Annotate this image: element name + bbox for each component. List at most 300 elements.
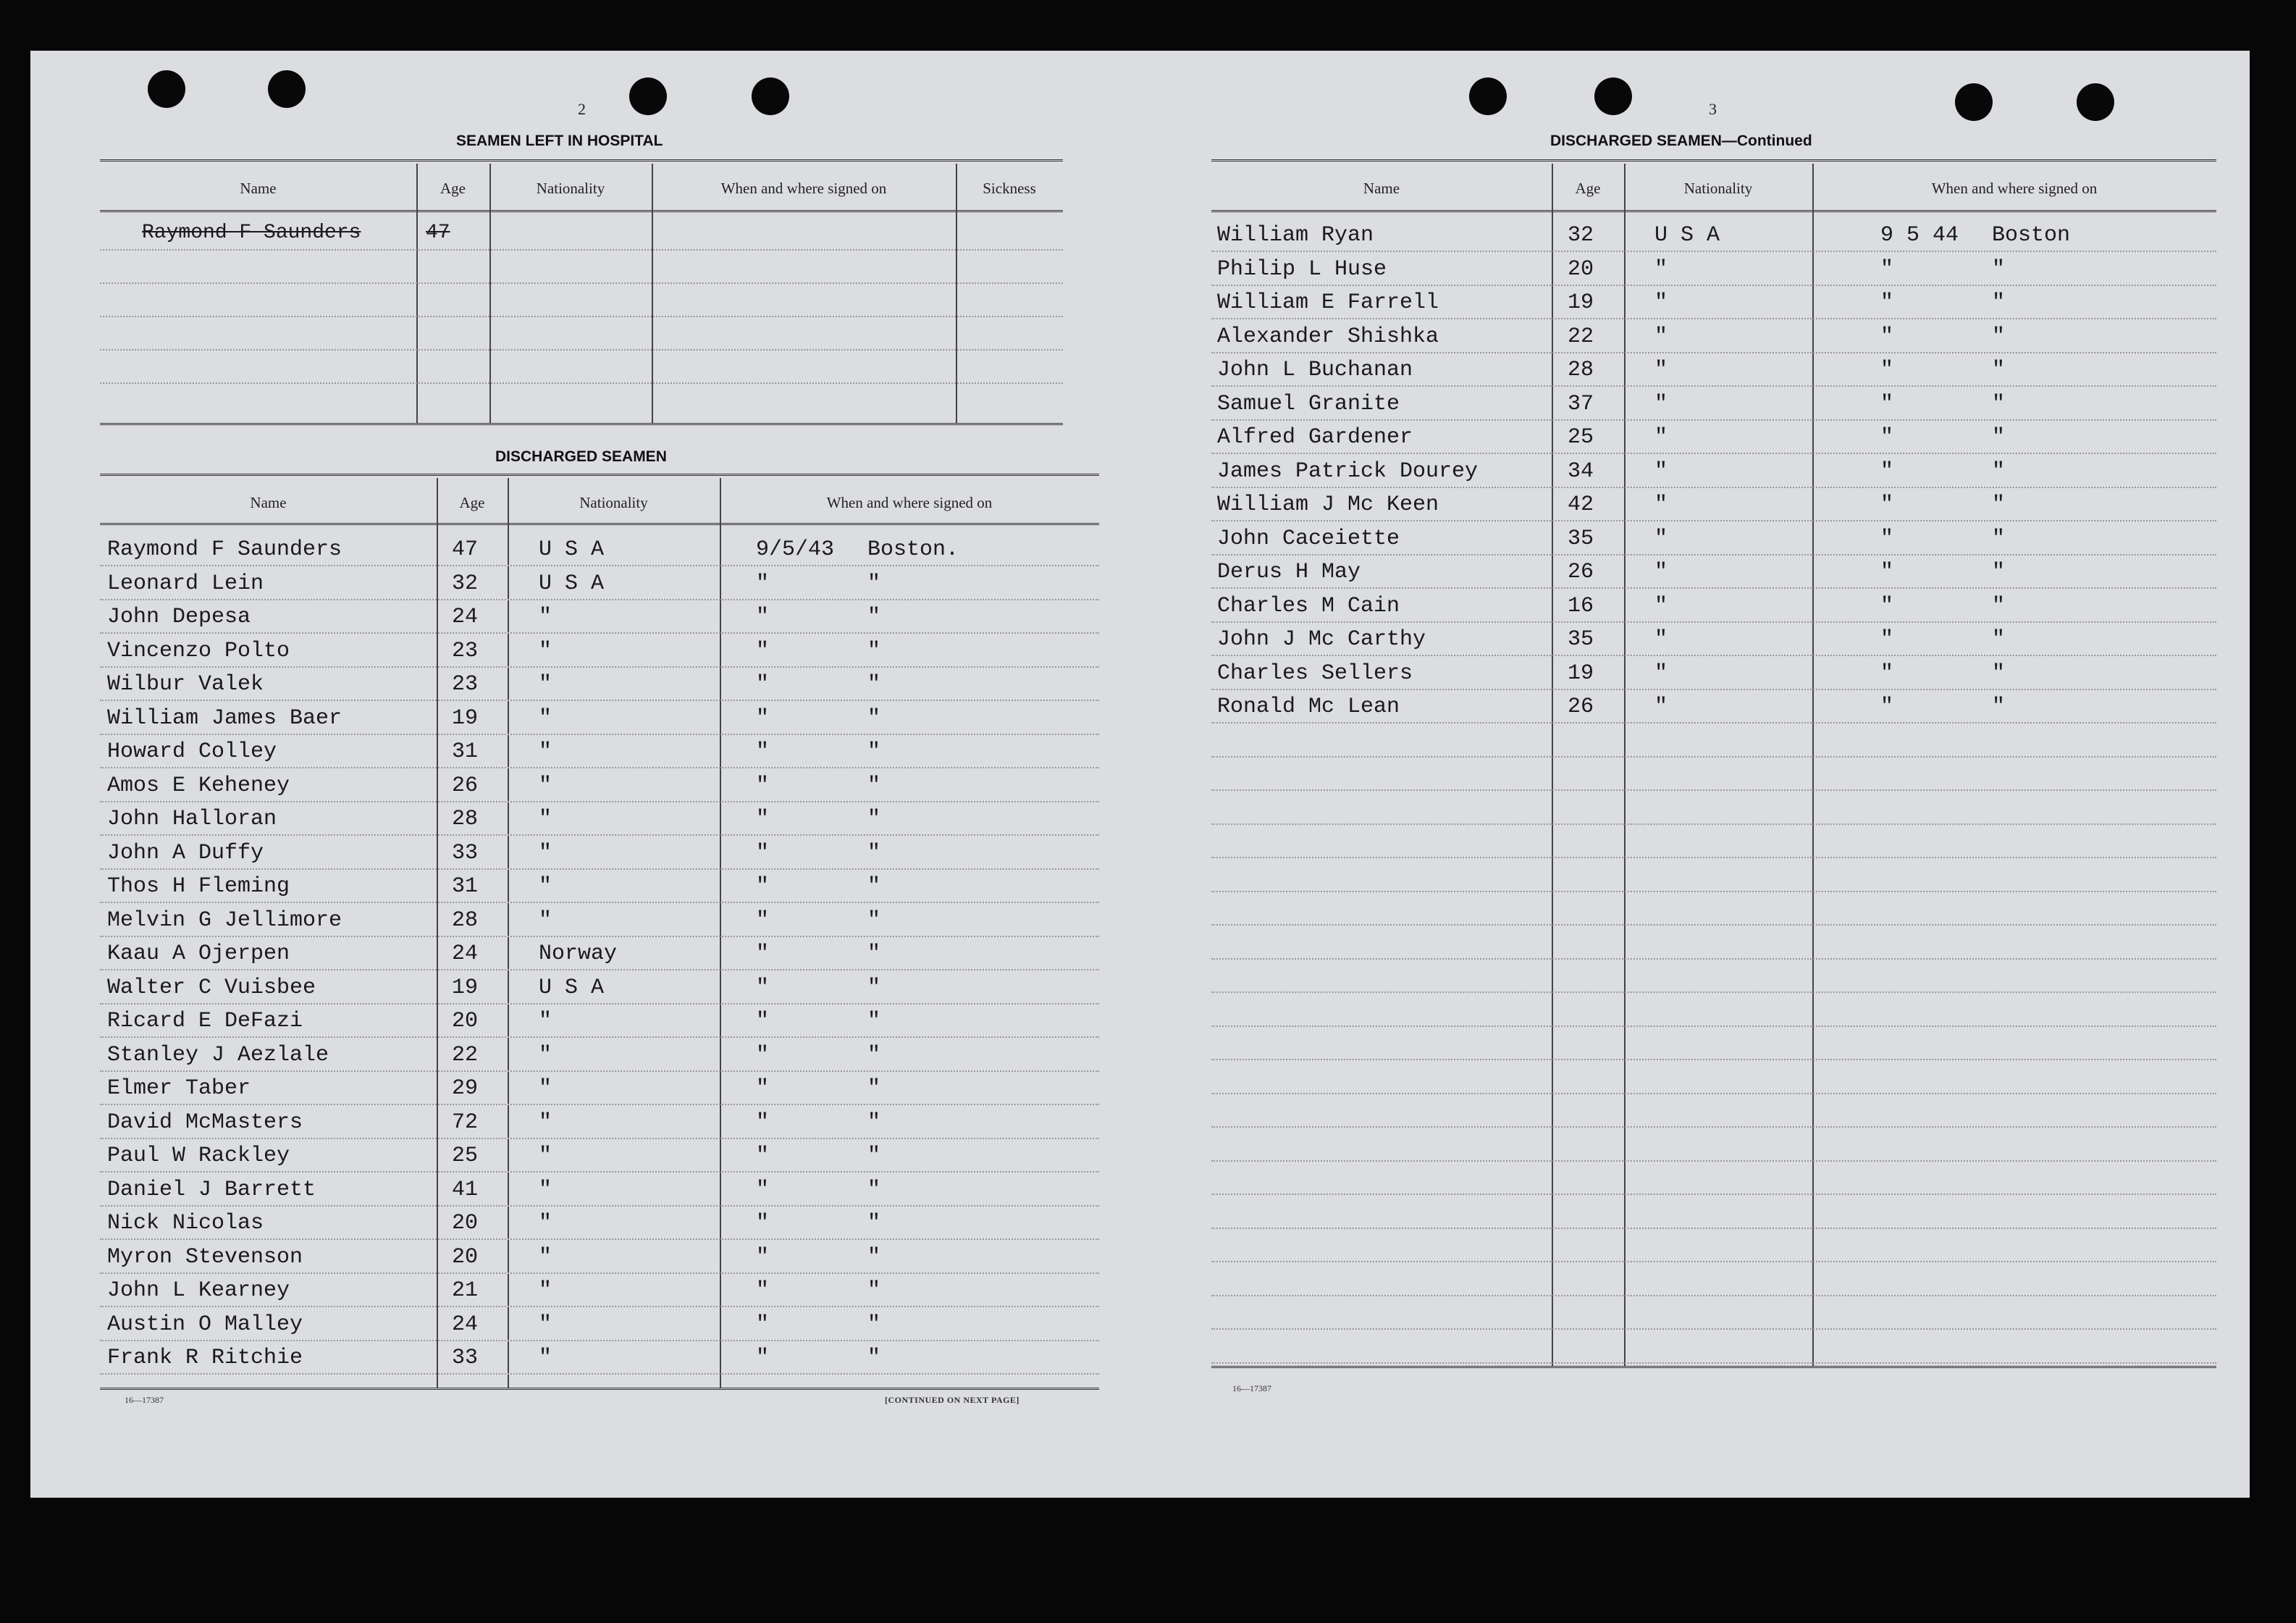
seaman-nationality: "	[539, 1110, 552, 1135]
seaman-name: John J Mc Carthy	[1217, 627, 1426, 652]
signed-on-date: "	[1880, 695, 1894, 719]
signed-on-date: "	[756, 1278, 770, 1303]
seaman-name: Daniel J Barrett	[107, 1177, 316, 1202]
signed-on-place: "	[1992, 290, 2006, 315]
signed-on-date: "	[756, 840, 770, 865]
hospital-age: 47	[426, 222, 450, 244]
table-row	[1211, 655, 2216, 690]
seaman-nationality: "	[539, 907, 552, 933]
table-row	[100, 282, 1063, 317]
title-continued: —Continued	[1721, 133, 1812, 149]
seaman-age: 24	[452, 605, 479, 629]
seaman-name: John Depesa	[107, 605, 251, 629]
signed-on-date: "	[756, 1346, 770, 1370]
table-row	[100, 1104, 1099, 1139]
signed-on-place: Boston.	[867, 537, 959, 562]
table-row	[100, 801, 1099, 836]
discharged-table-left	[100, 474, 1099, 1430]
column-header-nationality: Nationality	[536, 180, 605, 197]
seaman-age: 37	[1568, 391, 1594, 416]
table-row	[1211, 958, 2216, 993]
signed-on-date: "	[756, 1042, 770, 1068]
signed-on-date: "	[756, 1211, 770, 1236]
seaman-age: 72	[452, 1110, 479, 1135]
signed-on-place: "	[867, 1009, 881, 1033]
seaman-age: 24	[452, 1312, 479, 1337]
seaman-nationality: "	[1654, 660, 1668, 686]
discharged-section-title: DISCHARGED SEAMEN	[495, 448, 667, 465]
table-row	[100, 768, 1099, 802]
seaman-age: 23	[452, 638, 479, 663]
seaman-nationality: "	[539, 807, 552, 831]
hospital-table	[100, 159, 1063, 478]
signed-on-place: "	[867, 1177, 881, 1202]
punch-hole	[268, 70, 306, 108]
table-row	[100, 316, 1063, 351]
seaman-age: 35	[1568, 526, 1594, 551]
signed-on-place: "	[867, 705, 881, 731]
seaman-name: John Halloran	[107, 807, 277, 831]
signed-on-place: "	[867, 739, 881, 764]
seaman-name: William Ryan	[1217, 223, 1374, 248]
seaman-age: 33	[452, 840, 479, 865]
seaman-age: 28	[1568, 358, 1594, 382]
signed-on-date: "	[1880, 290, 1894, 315]
seaman-nationality: "	[539, 1144, 552, 1168]
seaman-name: John A Duffy	[107, 840, 264, 865]
table-row	[1211, 285, 2216, 319]
seaman-age: 42	[1568, 492, 1594, 517]
seaman-age: 28	[452, 807, 479, 831]
page-number-right: 3	[1709, 100, 1717, 118]
seaman-name: Alfred Gardener	[1217, 425, 1413, 450]
seaman-name: Frank R Ritchie	[107, 1346, 303, 1370]
signed-on-place: "	[1992, 425, 2006, 450]
signed-on-date: "	[1880, 358, 1894, 382]
seaman-nationality: "	[539, 1211, 552, 1236]
signed-on-date: "	[756, 571, 770, 596]
signed-on-place: "	[867, 975, 881, 1000]
signed-on-date: "	[756, 739, 770, 764]
seaman-nationality: "	[539, 1244, 552, 1270]
table-row	[100, 1003, 1099, 1038]
signed-on-date: "	[756, 773, 770, 798]
signed-on-place: Boston	[1992, 223, 2071, 248]
table-row	[100, 1070, 1099, 1105]
signed-on-place: "	[1992, 593, 2006, 618]
table-row	[100, 532, 1099, 566]
signed-on-date: "	[1880, 324, 1894, 349]
signed-on-place: "	[867, 672, 881, 697]
signed-on-place: "	[867, 1110, 881, 1135]
table-row	[100, 700, 1099, 735]
table-row	[100, 666, 1099, 701]
seaman-name: Elmer Taber	[107, 1076, 251, 1101]
seaman-age: 28	[452, 907, 479, 933]
seaman-age: 20	[452, 1009, 479, 1033]
seaman-age: 26	[1568, 560, 1594, 584]
discharged-table-right	[1211, 159, 2216, 1419]
table-row	[100, 599, 1099, 634]
table-row	[1211, 1228, 2216, 1262]
seaman-nationality: "	[1654, 593, 1668, 618]
signed-on-place: "	[867, 1346, 881, 1370]
table-row	[100, 835, 1099, 870]
seaman-nationality: "	[539, 1009, 552, 1033]
table-row	[1211, 1194, 2216, 1229]
seaman-age: 22	[1568, 324, 1594, 349]
signed-on-date: "	[1880, 425, 1894, 450]
signed-on-date: "	[1880, 560, 1894, 584]
signed-on-place: "	[1992, 324, 2006, 349]
seaman-age: 16	[1568, 593, 1594, 618]
column-header-name: Name	[1363, 180, 1400, 197]
column-header-nationality: Nationality	[579, 494, 648, 511]
seaman-name: William J Mc Keen	[1217, 492, 1439, 517]
seaman-nationality: "	[1654, 492, 1668, 517]
column-header-age: Age	[459, 494, 485, 511]
table-row	[100, 633, 1099, 668]
continued-note: [CONTINUED ON NEXT PAGE]	[885, 1395, 1019, 1405]
table-row	[1211, 1329, 2216, 1364]
seaman-nationality: "	[539, 672, 552, 697]
signed-on-date: "	[756, 1244, 770, 1270]
column-header-name: Name	[240, 180, 277, 197]
signed-on-date: "	[1880, 627, 1894, 652]
signed-on-date: "	[756, 605, 770, 629]
table-row	[1211, 1093, 2216, 1128]
seaman-age: 25	[452, 1144, 479, 1168]
seaman-name: Austin O Malley	[107, 1312, 303, 1337]
signed-on-place: "	[1992, 627, 2006, 652]
table-row	[100, 349, 1063, 384]
signed-on-date: "	[756, 672, 770, 697]
signed-on-date: "	[1880, 256, 1894, 282]
seaman-name: Vincenzo Polto	[107, 638, 290, 663]
table-row	[1211, 1060, 2216, 1094]
column-header-signed-on: When and where signed on	[1931, 180, 2098, 197]
signed-on-place: "	[867, 571, 881, 596]
table-row	[100, 566, 1099, 600]
form-code-left: 16—17387	[125, 1395, 164, 1405]
seaman-age: 19	[1568, 660, 1594, 686]
table-row	[100, 868, 1099, 903]
signed-on-date: "	[1880, 458, 1894, 484]
seaman-name: Derus H May	[1217, 560, 1361, 584]
seaman-age: 19	[1568, 290, 1594, 315]
seaman-name: Nick Nicolas	[107, 1211, 264, 1236]
seaman-nationality: "	[539, 605, 552, 629]
seaman-nationality: "	[539, 1278, 552, 1303]
signed-on-place: "	[1992, 391, 2006, 416]
table-row	[1211, 352, 2216, 387]
signed-on-place: "	[867, 1042, 881, 1068]
discharged-continued-title	[1550, 133, 1812, 150]
form-code-right: 16—17387	[1232, 1383, 1271, 1393]
seaman-name: John L Buchanan	[1217, 358, 1413, 382]
seaman-nationality: "	[1654, 526, 1668, 551]
signed-on-date: "	[756, 1312, 770, 1337]
seaman-nationality: U S A	[539, 975, 605, 1000]
table-row	[100, 249, 1063, 284]
seaman-name: Ricard E DeFazi	[107, 1009, 303, 1033]
seaman-nationality: "	[1654, 458, 1668, 484]
seaman-age: 31	[452, 874, 479, 899]
seaman-name: Leonard Lein	[107, 571, 264, 596]
signed-on-date: "	[756, 807, 770, 831]
signed-on-place: "	[1992, 358, 2006, 382]
table-row	[1211, 891, 2216, 926]
table-row	[100, 902, 1099, 937]
punch-hole	[1594, 77, 1632, 115]
seaman-nationality: "	[1654, 627, 1668, 652]
seaman-nationality: "	[539, 773, 552, 798]
seaman-age: 32	[452, 571, 479, 596]
seaman-age: 19	[452, 705, 479, 731]
column-header-age: Age	[1575, 180, 1601, 197]
table-row	[100, 1205, 1099, 1240]
signed-on-place: "	[867, 1312, 881, 1337]
signed-on-date: "	[756, 941, 770, 966]
table-row	[100, 1307, 1099, 1341]
table-row	[100, 734, 1099, 768]
seaman-name: William James Baer	[107, 705, 342, 731]
seaman-nationality: "	[1654, 391, 1668, 416]
table-row	[1211, 823, 2216, 858]
seaman-age: 29	[452, 1076, 479, 1101]
table-row	[1211, 554, 2216, 589]
seaman-age: 33	[452, 1346, 479, 1370]
seaman-nationality: "	[539, 705, 552, 731]
signed-on-place: "	[867, 1278, 881, 1303]
seaman-age: 19	[452, 975, 479, 1000]
seaman-nationality: "	[539, 1312, 552, 1337]
table-row	[100, 216, 1063, 251]
signed-on-place: "	[1992, 560, 2006, 584]
seaman-age: 32	[1568, 223, 1594, 248]
seaman-name: Howard Colley	[107, 739, 277, 764]
seaman-nationality: Norway	[539, 941, 618, 966]
hospital-section-title: SEAMEN LEFT IN HOSPITAL	[456, 133, 663, 149]
signed-on-date: "	[756, 1144, 770, 1168]
signed-on-place: "	[867, 638, 881, 663]
table-row	[1211, 453, 2216, 488]
table-row	[1211, 992, 2216, 1027]
table-row	[1211, 217, 2216, 252]
signed-on-place: "	[867, 605, 881, 629]
table-row	[1211, 251, 2216, 286]
seaman-nationality: "	[1654, 256, 1668, 282]
seaman-name: David McMasters	[107, 1110, 303, 1135]
seaman-name: Melvin G Jellimore	[107, 907, 342, 933]
seaman-name: Samuel Granite	[1217, 391, 1400, 416]
signed-on-place: "	[867, 941, 881, 966]
table-row	[1211, 790, 2216, 825]
seaman-nationality: "	[539, 638, 552, 663]
table-row	[100, 1239, 1099, 1274]
seaman-age: 20	[452, 1211, 479, 1236]
table-row	[1211, 1160, 2216, 1195]
punch-hole	[1469, 77, 1507, 115]
seaman-nationality: "	[539, 874, 552, 899]
column-header-signed-on: When and where signed on	[826, 494, 993, 511]
signed-on-place: "	[867, 807, 881, 831]
signed-on-date: "	[756, 907, 770, 933]
seaman-nationality: "	[1654, 290, 1668, 315]
seaman-name: Ronald Mc Lean	[1217, 695, 1400, 719]
seaman-age: 26	[1568, 695, 1594, 719]
seaman-nationality: U S A	[1654, 223, 1720, 248]
seaman-age: 34	[1568, 458, 1594, 484]
table-row	[100, 1037, 1099, 1072]
column-header-name: Name	[250, 494, 287, 511]
seaman-age: 20	[1568, 256, 1594, 282]
seaman-name: Amos E Keheney	[107, 773, 290, 798]
table-row	[1211, 1026, 2216, 1060]
seaman-nationality: "	[539, 1346, 552, 1370]
seaman-nationality: "	[539, 1076, 552, 1101]
table-row	[1211, 319, 2216, 353]
seaman-name: William E Farrell	[1217, 290, 1439, 315]
seaman-age: 26	[452, 773, 479, 798]
seaman-nationality: "	[539, 739, 552, 764]
punch-hole	[2077, 83, 2114, 121]
table-row	[1211, 723, 2216, 758]
signed-on-date: "	[1880, 492, 1894, 517]
seaman-age: 25	[1568, 425, 1594, 450]
signed-on-place: "	[867, 907, 881, 933]
seaman-age: 35	[1568, 627, 1594, 652]
table-row	[1211, 521, 2216, 555]
signed-on-place: "	[867, 1244, 881, 1270]
document-sheet	[30, 51, 2250, 1498]
table-row	[1211, 1262, 2216, 1296]
seaman-name: Thos H Fleming	[107, 874, 290, 899]
signed-on-place: "	[867, 1144, 881, 1168]
seaman-nationality: "	[1654, 358, 1668, 382]
hospital-name: Raymond F Saunders	[142, 222, 361, 244]
signed-on-date: "	[1880, 391, 1894, 416]
seaman-nationality: "	[1654, 425, 1668, 450]
table-row	[1211, 487, 2216, 521]
column-header-sickness: Sickness	[983, 180, 1036, 197]
signed-on-place: "	[867, 1211, 881, 1236]
table-row	[1211, 925, 2216, 960]
signed-on-date: 9 5 44	[1880, 223, 1959, 248]
punch-hole	[752, 77, 789, 115]
seaman-name: Wilbur Valek	[107, 672, 264, 697]
seaman-name: John Caceiette	[1217, 526, 1400, 551]
signed-on-date: "	[1880, 526, 1894, 551]
seaman-name: Paul W Rackley	[107, 1144, 290, 1168]
table-row	[1211, 689, 2216, 724]
signed-on-date: "	[756, 705, 770, 731]
seaman-name: Kaau A Ojerpen	[107, 941, 290, 966]
seaman-name: Charles M Cain	[1217, 593, 1400, 618]
table-row	[1211, 419, 2216, 454]
seaman-age: 23	[452, 672, 479, 697]
seaman-age: 24	[452, 941, 479, 966]
signed-on-place: "	[867, 840, 881, 865]
seaman-name: Stanley J Aezlale	[107, 1042, 329, 1068]
signed-on-place: "	[1992, 660, 2006, 686]
seaman-nationality: U S A	[539, 571, 605, 596]
signed-on-date: "	[756, 1076, 770, 1101]
column-header-nationality: Nationality	[1683, 180, 1753, 197]
signed-on-date: "	[1880, 593, 1894, 618]
page-number-left: 2	[578, 100, 586, 118]
table-row	[1211, 756, 2216, 791]
seaman-name: Walter C Vuisbee	[107, 975, 316, 1000]
seaman-age: 41	[452, 1177, 479, 1202]
table-row	[100, 1272, 1099, 1307]
table-row	[1211, 588, 2216, 623]
table-row	[1211, 857, 2216, 892]
table-row	[1211, 1127, 2216, 1162]
seaman-name: Philip L Huse	[1217, 256, 1387, 282]
seaman-name: John L Kearney	[107, 1278, 290, 1303]
table-row	[1211, 386, 2216, 421]
table-row	[1211, 1295, 2216, 1330]
seaman-age: 22	[452, 1042, 479, 1068]
signed-on-place: "	[1992, 695, 2006, 719]
punch-hole	[148, 70, 185, 108]
seaman-age: 20	[452, 1244, 479, 1270]
signed-on-date: "	[1880, 660, 1894, 686]
seaman-age: 21	[452, 1278, 479, 1303]
seaman-nationality: "	[539, 1177, 552, 1202]
signed-on-place: "	[1992, 526, 2006, 551]
seaman-nationality: "	[1654, 695, 1668, 719]
signed-on-place: "	[1992, 256, 2006, 282]
seaman-nationality: "	[1654, 560, 1668, 584]
table-row	[1211, 621, 2216, 656]
signed-on-date: "	[756, 975, 770, 1000]
signed-on-date: 9/5/43	[756, 537, 835, 562]
seaman-name: James Patrick Dourey	[1217, 458, 1479, 484]
punch-hole	[1955, 83, 1993, 121]
seaman-age: 31	[452, 739, 479, 764]
signed-on-date: "	[756, 1177, 770, 1202]
punch-hole	[629, 77, 667, 115]
table-row	[100, 936, 1099, 970]
signed-on-place: "	[1992, 458, 2006, 484]
seaman-name: Charles Sellers	[1217, 660, 1413, 686]
seaman-nationality: "	[1654, 324, 1668, 349]
signed-on-date: "	[756, 874, 770, 899]
seaman-name: Raymond F Saunders	[107, 537, 342, 562]
signed-on-date: "	[756, 638, 770, 663]
signed-on-place: "	[867, 1076, 881, 1101]
signed-on-place: "	[1992, 492, 2006, 517]
seaman-name: Myron Stevenson	[107, 1244, 303, 1270]
table-row	[100, 1340, 1099, 1375]
seaman-name: Alexander Shishka	[1217, 324, 1439, 349]
signed-on-place: "	[867, 874, 881, 899]
table-row	[100, 970, 1099, 1005]
seaman-age: 47	[452, 537, 479, 562]
seaman-nationality: "	[539, 1042, 552, 1068]
column-header-signed-on: When and where signed on	[720, 180, 887, 197]
title-main: DISCHARGED SEAMEN	[1550, 133, 1722, 149]
signed-on-place: "	[867, 773, 881, 798]
table-row	[100, 1172, 1099, 1207]
signed-on-date: "	[756, 1110, 770, 1135]
table-row	[100, 1138, 1099, 1173]
signed-on-date: "	[756, 1009, 770, 1033]
seaman-nationality: U S A	[539, 537, 605, 562]
seaman-nationality: "	[539, 840, 552, 865]
